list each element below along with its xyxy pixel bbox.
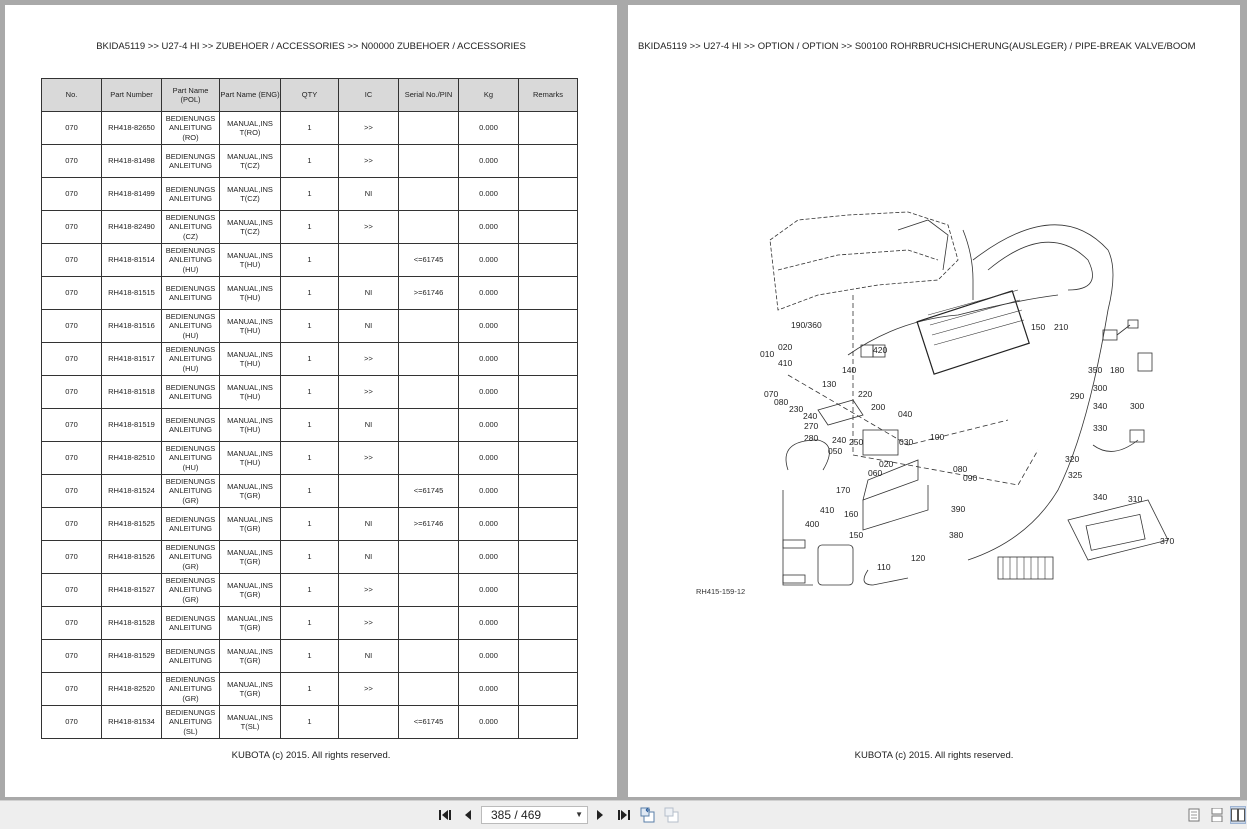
- svg-text:100: 100: [930, 432, 945, 442]
- serial-range-cell: [399, 673, 459, 706]
- remarks-cell: [519, 244, 578, 277]
- serial-range-cell: [399, 607, 459, 640]
- serial-range-cell: [399, 409, 459, 442]
- ic-code-cell: >>: [339, 112, 399, 145]
- part-number-cell: RH418-81529: [102, 640, 162, 673]
- quantity-cell: 1: [281, 640, 339, 673]
- single-page-icon: [1188, 808, 1200, 822]
- ic-code-cell: [339, 475, 399, 508]
- two-page-view-button[interactable]: [1230, 806, 1246, 824]
- quantity-cell: 1: [281, 343, 339, 376]
- part-name-eng-cell: MANUAL,INS T(HU): [220, 277, 281, 310]
- table-row: [42, 409, 578, 442]
- item-number-cell: 070: [42, 640, 102, 673]
- part-number-cell: RH418-81516: [102, 310, 162, 343]
- item-number-cell: 070: [42, 244, 102, 277]
- part-number-cell: RH418-81527: [102, 574, 162, 607]
- svg-text:210: 210: [1054, 322, 1069, 332]
- part-name-pol-cell: BEDIENUNGS ANLEITUNG (GR): [162, 673, 220, 706]
- svg-text:380: 380: [949, 530, 964, 540]
- svg-text:350: 350: [1088, 365, 1103, 375]
- column-header: Kg: [459, 79, 519, 112]
- part-number-cell: RH418-81514: [102, 244, 162, 277]
- item-number-cell: 070: [42, 178, 102, 211]
- column-header: Part Number: [102, 79, 162, 112]
- item-number-cell: 070: [42, 706, 102, 739]
- svg-text:410: 410: [820, 505, 835, 515]
- remarks-cell: [519, 508, 578, 541]
- svg-text:340: 340: [1093, 401, 1108, 411]
- column-header: QTY: [281, 79, 339, 112]
- quantity-cell: 1: [281, 145, 339, 178]
- svg-text:130: 130: [822, 379, 837, 389]
- weight-kg-cell: 0.000: [459, 277, 519, 310]
- last-page-icon: [616, 809, 630, 821]
- quantity-cell: 1: [281, 508, 339, 541]
- quantity-cell: 1: [281, 277, 339, 310]
- remarks-cell: [519, 640, 578, 673]
- ic-code-cell: NI: [339, 178, 399, 211]
- svg-text:220: 220: [858, 389, 873, 399]
- column-header: No.: [42, 79, 102, 112]
- item-number-cell: 070: [42, 112, 102, 145]
- table-header-row: [42, 79, 578, 112]
- remarks-cell: [519, 277, 578, 310]
- table-row: [42, 475, 578, 508]
- part-name-eng-cell: MANUAL,INS T(HU): [220, 343, 281, 376]
- item-number-cell: 070: [42, 574, 102, 607]
- next-page-button[interactable]: [590, 805, 610, 825]
- page-number-dropdown[interactable]: [481, 806, 588, 824]
- weight-kg-cell: 0.000: [459, 310, 519, 343]
- svg-text:070: 070: [764, 389, 779, 399]
- first-page-icon: [439, 809, 453, 821]
- remarks-cell: [519, 178, 578, 211]
- part-name-eng-cell: MANUAL,INS T(CZ): [220, 145, 281, 178]
- part-name-pol-cell: BEDIENUNGS ANLEITUNG: [162, 508, 220, 541]
- copyright-footer: KUBOTA (c) 2015. All rights reserved.: [854, 750, 1014, 761]
- part-name-pol-cell: BEDIENUNGS ANLEITUNG (RO): [162, 112, 220, 145]
- svg-text:410: 410: [778, 358, 793, 368]
- part-number-cell: RH418-82490: [102, 211, 162, 244]
- svg-text:060: 060: [868, 468, 883, 478]
- part-name-eng-cell: MANUAL,INS T(GR): [220, 508, 281, 541]
- left-page: [5, 5, 617, 797]
- previous-view-button[interactable]: [638, 805, 658, 825]
- previous-view-icon: [640, 807, 656, 823]
- part-name-pol-cell: BEDIENUNGS ANLEITUNG (HU): [162, 343, 220, 376]
- ic-code-cell: NI: [339, 277, 399, 310]
- svg-text:370: 370: [1160, 536, 1175, 546]
- svg-text:050: 050: [828, 446, 843, 456]
- previous-page-button[interactable]: [458, 805, 478, 825]
- part-name-pol-cell: BEDIENUNGS ANLEITUNG: [162, 145, 220, 178]
- item-number-cell: 070: [42, 145, 102, 178]
- weight-kg-cell: 0.000: [459, 475, 519, 508]
- serial-range-cell: <=61745: [399, 475, 459, 508]
- item-number-cell: 070: [42, 673, 102, 706]
- serial-range-cell: [399, 442, 459, 475]
- part-name-eng-cell: MANUAL,INS T(SL): [220, 706, 281, 739]
- quantity-cell: 1: [281, 442, 339, 475]
- column-header: Part Name (POL): [162, 79, 220, 112]
- part-number-cell: RH418-81526: [102, 541, 162, 574]
- ic-code-cell: NI: [339, 541, 399, 574]
- serial-range-cell: [399, 574, 459, 607]
- quantity-cell: 1: [281, 475, 339, 508]
- table-row: [42, 673, 578, 706]
- table-row: [42, 178, 578, 211]
- exploded-parts-diagram: [758, 200, 1178, 600]
- previous-page-icon: [463, 809, 473, 821]
- ic-code-cell: NI: [339, 640, 399, 673]
- svg-text:325: 325: [1068, 470, 1083, 480]
- remarks-cell: [519, 211, 578, 244]
- column-header: IC: [339, 79, 399, 112]
- quantity-cell: 1: [281, 376, 339, 409]
- part-number-cell: RH418-82510: [102, 442, 162, 475]
- part-number-cell: RH418-82650: [102, 112, 162, 145]
- part-name-pol-cell: BEDIENUNGS ANLEITUNG (HU): [162, 244, 220, 277]
- part-name-eng-cell: MANUAL,INS T(GR): [220, 673, 281, 706]
- table-row: [42, 112, 578, 145]
- part-name-eng-cell: MANUAL,INS T(HU): [220, 442, 281, 475]
- ic-code-cell: >>: [339, 574, 399, 607]
- two-page-icon: [1231, 808, 1245, 822]
- svg-text:140: 140: [842, 365, 857, 375]
- chevron-down-icon: ▼: [575, 810, 583, 819]
- ic-code-cell: >>: [339, 673, 399, 706]
- weight-kg-cell: 0.000: [459, 211, 519, 244]
- svg-text:320: 320: [1065, 454, 1080, 464]
- weight-kg-cell: 0.000: [459, 112, 519, 145]
- table-row: [42, 211, 578, 244]
- part-name-pol-cell: BEDIENUNGS ANLEITUNG (GR): [162, 541, 220, 574]
- svg-text:200: 200: [871, 402, 886, 412]
- weight-kg-cell: 0.000: [459, 607, 519, 640]
- svg-text:270: 270: [804, 421, 819, 431]
- part-number-cell: RH418-81519: [102, 409, 162, 442]
- part-name-pol-cell: BEDIENUNGS ANLEITUNG (SL): [162, 706, 220, 739]
- svg-text:020: 020: [879, 459, 894, 469]
- serial-range-cell: [399, 640, 459, 673]
- ic-code-cell: [339, 706, 399, 739]
- next-view-icon: [664, 807, 680, 823]
- svg-text:170: 170: [836, 485, 851, 495]
- svg-text:040: 040: [898, 409, 913, 419]
- part-number-cell: RH418-82520: [102, 673, 162, 706]
- single-page-view-button[interactable]: [1186, 806, 1202, 824]
- page-header-breadcrumb: BKIDA5119 >> U27-4 HI >> OPTION / OPTION >> S00100 ROHRBRUCHSICHERUNG(AUSLEGER) / PIPE-BREAK VALVE/BOOM: [638, 41, 1196, 52]
- part-name-eng-cell: MANUAL,INS T(GR): [220, 607, 281, 640]
- part-number-cell: RH418-81499: [102, 178, 162, 211]
- quantity-cell: 1: [281, 178, 339, 211]
- part-name-eng-cell: MANUAL,INS T(HU): [220, 310, 281, 343]
- copyright-footer: KUBOTA (c) 2015. All rights reserved.: [231, 750, 391, 761]
- svg-text:300: 300: [1130, 401, 1145, 411]
- part-name-pol-cell: BEDIENUNGS ANLEITUNG (GR): [162, 574, 220, 607]
- svg-text:250: 250: [849, 437, 864, 447]
- weight-kg-cell: 0.000: [459, 574, 519, 607]
- quantity-cell: 1: [281, 574, 339, 607]
- table-row: [42, 640, 578, 673]
- quantity-cell: 1: [281, 211, 339, 244]
- table-row: [42, 244, 578, 277]
- item-number-cell: 070: [42, 211, 102, 244]
- part-name-eng-cell: MANUAL,INS T(CZ): [220, 178, 281, 211]
- part-name-eng-cell: MANUAL,INS T(GR): [220, 475, 281, 508]
- svg-text:010: 010: [760, 349, 775, 359]
- svg-text:300: 300: [1093, 383, 1108, 393]
- weight-kg-cell: 0.000: [459, 442, 519, 475]
- svg-text:400: 400: [805, 519, 820, 529]
- quantity-cell: 1: [281, 706, 339, 739]
- svg-text:240: 240: [832, 435, 847, 445]
- svg-text:150: 150: [1031, 322, 1046, 332]
- part-name-eng-cell: MANUAL,INS T(GR): [220, 541, 281, 574]
- svg-text:110: 110: [877, 562, 891, 572]
- serial-range-cell: [399, 112, 459, 145]
- table-row: [42, 277, 578, 310]
- serial-range-cell: [399, 178, 459, 211]
- part-number-cell: RH418-81525: [102, 508, 162, 541]
- table-row: [42, 541, 578, 574]
- page-indicator: 385 / 469: [491, 808, 542, 822]
- part-number-cell: RH418-81524: [102, 475, 162, 508]
- table-row: [42, 607, 578, 640]
- remarks-cell: [519, 145, 578, 178]
- part-name-pol-cell: BEDIENUNGS ANLEITUNG: [162, 640, 220, 673]
- weight-kg-cell: 0.000: [459, 343, 519, 376]
- ic-code-cell: NI: [339, 409, 399, 442]
- column-header: Remarks: [519, 79, 578, 112]
- first-page-button[interactable]: [436, 805, 456, 825]
- part-name-pol-cell: BEDIENUNGS ANLEITUNG (HU): [162, 310, 220, 343]
- quantity-cell: 1: [281, 607, 339, 640]
- remarks-cell: [519, 442, 578, 475]
- remarks-cell: [519, 310, 578, 343]
- svg-text:120: 120: [911, 553, 926, 563]
- remarks-cell: [519, 343, 578, 376]
- part-name-pol-cell: BEDIENUNGS ANLEITUNG: [162, 376, 220, 409]
- item-number-cell: 070: [42, 310, 102, 343]
- item-number-cell: 070: [42, 475, 102, 508]
- remarks-cell: [519, 541, 578, 574]
- svg-text:150: 150: [849, 530, 864, 540]
- item-number-cell: 070: [42, 409, 102, 442]
- svg-text:160: 160: [844, 509, 859, 519]
- serial-range-cell: <=61745: [399, 706, 459, 739]
- svg-text:240: 240: [803, 411, 818, 421]
- svg-text:020: 020: [778, 342, 793, 352]
- table-row: [42, 706, 578, 739]
- serial-range-cell: [399, 145, 459, 178]
- serial-range-cell: [399, 343, 459, 376]
- remarks-cell: [519, 475, 578, 508]
- svg-text:290: 290: [1070, 391, 1085, 401]
- quantity-cell: 1: [281, 310, 339, 343]
- serial-range-cell: [399, 376, 459, 409]
- weight-kg-cell: 0.000: [459, 145, 519, 178]
- part-number-cell: RH418-81517: [102, 343, 162, 376]
- item-number-cell: 070: [42, 343, 102, 376]
- part-name-eng-cell: MANUAL,INS T(CZ): [220, 211, 281, 244]
- serial-range-cell: [399, 211, 459, 244]
- weight-kg-cell: 0.000: [459, 376, 519, 409]
- ic-code-cell: >>: [339, 607, 399, 640]
- part-number-cell: RH418-81528: [102, 607, 162, 640]
- next-page-icon: [595, 809, 605, 821]
- ic-code-cell: >>: [339, 343, 399, 376]
- continuous-view-button[interactable]: [1209, 806, 1225, 824]
- part-name-pol-cell: BEDIENUNGS ANLEITUNG: [162, 409, 220, 442]
- svg-text:340: 340: [1093, 492, 1108, 502]
- column-header: Serial No./PIN: [399, 79, 459, 112]
- weight-kg-cell: 0.000: [459, 706, 519, 739]
- right-page: [628, 5, 1240, 797]
- weight-kg-cell: 0.000: [459, 640, 519, 673]
- last-page-button[interactable]: [613, 805, 633, 825]
- svg-text:180: 180: [1110, 365, 1125, 375]
- svg-text:080: 080: [774, 397, 789, 407]
- part-name-eng-cell: MANUAL,INS T(HU): [220, 376, 281, 409]
- item-number-cell: 070: [42, 541, 102, 574]
- table-row: [42, 376, 578, 409]
- page-header-breadcrumb: BKIDA5119 >> U27-4 HI >> ZUBEHOER / ACCESSORIES >> N00000 ZUBEHOER / ACCESSORIES: [96, 41, 526, 52]
- serial-range-cell: [399, 310, 459, 343]
- weight-kg-cell: 0.000: [459, 541, 519, 574]
- serial-range-cell: [399, 541, 459, 574]
- serial-range-cell: >=61746: [399, 277, 459, 310]
- weight-kg-cell: 0.000: [459, 409, 519, 442]
- remarks-cell: [519, 607, 578, 640]
- continuous-page-icon: [1211, 808, 1223, 822]
- part-name-pol-cell: BEDIENUNGS ANLEITUNG (GR): [162, 475, 220, 508]
- item-number-cell: 070: [42, 607, 102, 640]
- serial-range-cell: >=61746: [399, 508, 459, 541]
- ic-code-cell: [339, 244, 399, 277]
- table-row: [42, 343, 578, 376]
- svg-text:420: 420: [873, 345, 888, 355]
- next-view-button[interactable]: [662, 805, 682, 825]
- part-name-eng-cell: MANUAL,INS T(GR): [220, 574, 281, 607]
- ic-code-cell: >>: [339, 442, 399, 475]
- part-name-eng-cell: MANUAL,INS T(HU): [220, 409, 281, 442]
- weight-kg-cell: 0.000: [459, 244, 519, 277]
- ic-code-cell: >>: [339, 145, 399, 178]
- table-row: [42, 310, 578, 343]
- part-name-pol-cell: BEDIENUNGS ANLEITUNG: [162, 178, 220, 211]
- part-name-pol-cell: BEDIENUNGS ANLEITUNG (HU): [162, 442, 220, 475]
- part-number-cell: RH418-81518: [102, 376, 162, 409]
- ic-code-cell: NI: [339, 310, 399, 343]
- svg-text:030: 030: [899, 437, 914, 447]
- item-number-cell: 070: [42, 376, 102, 409]
- weight-kg-cell: 0.000: [459, 178, 519, 211]
- parts-table: [41, 78, 578, 739]
- remarks-cell: [519, 376, 578, 409]
- svg-text:330: 330: [1093, 423, 1108, 433]
- part-name-pol-cell: BEDIENUNGS ANLEITUNG (CZ): [162, 211, 220, 244]
- table-row: [42, 574, 578, 607]
- serial-range-cell: <=61745: [399, 244, 459, 277]
- remarks-cell: [519, 673, 578, 706]
- weight-kg-cell: 0.000: [459, 673, 519, 706]
- diagram-drawing-id: RH415-159-12: [696, 587, 746, 596]
- quantity-cell: 1: [281, 112, 339, 145]
- column-header: Part Name (ENG): [220, 79, 281, 112]
- ic-code-cell: >>: [339, 376, 399, 409]
- part-name-pol-cell: BEDIENUNGS ANLEITUNG: [162, 607, 220, 640]
- quantity-cell: 1: [281, 409, 339, 442]
- svg-text:390: 390: [951, 504, 966, 514]
- quantity-cell: 1: [281, 244, 339, 277]
- table-row: [42, 442, 578, 475]
- svg-text:190/360: 190/360: [791, 320, 822, 330]
- part-name-eng-cell: MANUAL,INS T(RO): [220, 112, 281, 145]
- remarks-cell: [519, 112, 578, 145]
- table-row: [42, 508, 578, 541]
- weight-kg-cell: 0.000: [459, 508, 519, 541]
- remarks-cell: [519, 574, 578, 607]
- svg-text:080: 080: [953, 464, 968, 474]
- remarks-cell: [519, 409, 578, 442]
- ic-code-cell: NI: [339, 508, 399, 541]
- quantity-cell: 1: [281, 541, 339, 574]
- part-number-cell: RH418-81534: [102, 706, 162, 739]
- part-number-cell: RH418-81498: [102, 145, 162, 178]
- part-name-eng-cell: MANUAL,INS T(HU): [220, 244, 281, 277]
- part-name-pol-cell: BEDIENUNGS ANLEITUNG: [162, 277, 220, 310]
- part-number-cell: RH418-81515: [102, 277, 162, 310]
- item-number-cell: 070: [42, 277, 102, 310]
- item-number-cell: 070: [42, 508, 102, 541]
- remarks-cell: [519, 706, 578, 739]
- svg-text:280: 280: [804, 433, 819, 443]
- quantity-cell: 1: [281, 673, 339, 706]
- navigation-toolbar: [0, 800, 1247, 829]
- item-number-cell: 070: [42, 442, 102, 475]
- svg-text:230: 230: [789, 404, 804, 414]
- ic-code-cell: >>: [339, 211, 399, 244]
- part-name-eng-cell: MANUAL,INS T(GR): [220, 640, 281, 673]
- table-row: [42, 145, 578, 178]
- svg-text:310: 310: [1128, 494, 1143, 504]
- svg-text:090: 090: [963, 473, 978, 483]
